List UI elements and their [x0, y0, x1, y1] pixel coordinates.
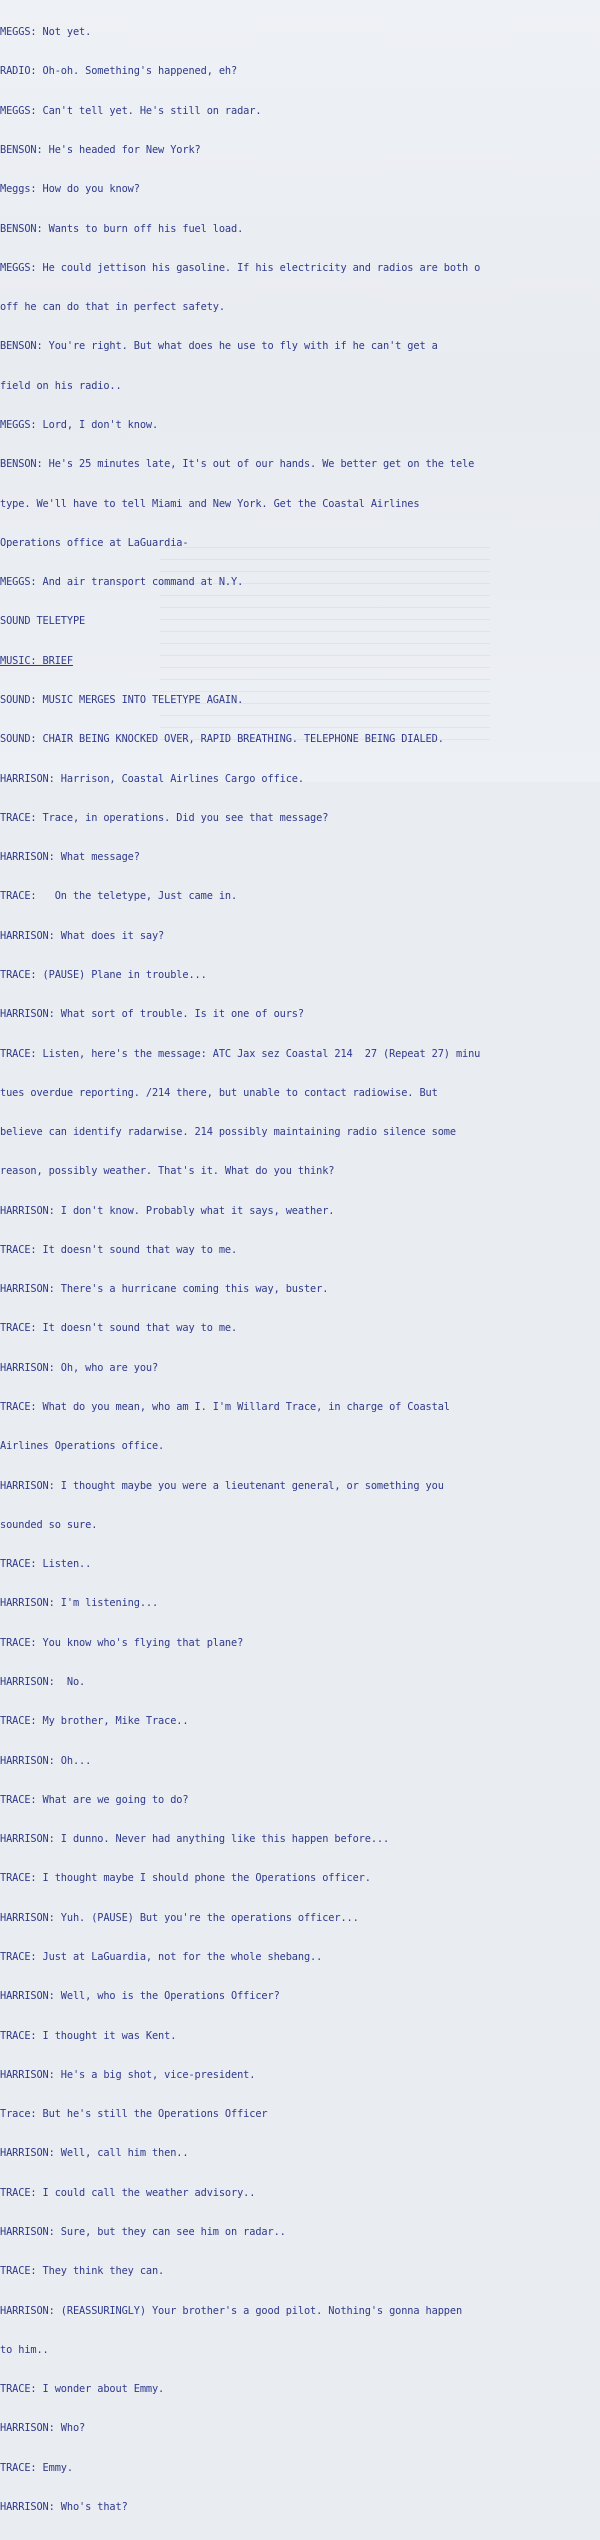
script-line: HARRISON: I dunno. Never had anything like this happen before... — [0, 1833, 390, 1846]
script-line: HARRISON: Sure, but they can see him on radar.. — [0, 2225, 286, 2238]
script-line: sounded so sure. — [0, 1518, 98, 1531]
script-line: TRACE: Emmy. — [0, 2461, 73, 2474]
script-line: TRACE: I could call the weather advisory.. — [0, 2186, 256, 2199]
script-line: Meggs: How do you know? — [0, 183, 140, 196]
script-line-music-cue: MUSIC: BRIEF — [0, 654, 73, 667]
script-line: MEGGS: Lord, I don't know. — [0, 419, 159, 431]
script-line: HARRISON: He's a big shot, vice-president. — [0, 2068, 256, 2081]
script-line: TRACE: Listen, here's the message: ATC Jax sez Coastal 214 27 (Repeat 27) minu — [0, 1047, 481, 1060]
script-line: SOUND: CHAIR BEING KNOCKED OVER, RAPID BREATHING. TELEPHONE BEING DIALED. — [0, 733, 444, 746]
script-line: off he can do that in perfect safety. — [0, 301, 225, 314]
script-line: tues overdue reporting. /214 there, but unable to contact radiowise. But — [0, 1086, 438, 1099]
script-line: HARRISON: Yuh. (PAUSE) But you're the operations officer... — [0, 1911, 359, 1924]
script-line: TRACE: Listen.. — [0, 1558, 92, 1571]
script-line: TRACE: My brother, Mike Trace.. — [0, 1715, 189, 1728]
script-line: field on his radio.. — [0, 379, 122, 392]
script-line: Airlines Operations office. — [0, 1440, 165, 1453]
script-line: TRACE: Just at LaGuardia, not for the whole shebang.. — [0, 1950, 323, 1963]
script-line: TRACE: Trace, in operations. Did you see that message? — [0, 811, 329, 824]
script-line: TRACE: I thought it was Kent. — [0, 2029, 177, 2042]
script-line: HARRISON: Well, who is the Operations Officer? — [0, 1990, 280, 2003]
script-line: TRACE: It doesn't sound that way to me. — [0, 1322, 238, 1335]
script-line: TRACE: I wonder about Emmy. — [0, 2383, 165, 2396]
script-line: to him.. — [0, 2343, 49, 2356]
script-line: believe can identify radarwise. 214 possibly maintaining radio silence some — [0, 1126, 456, 1139]
script-line: BENSON: Wants to burn off his fuel load. — [0, 222, 244, 235]
script-line: TRACE: It doesn't sound that way to me. — [0, 1243, 238, 1256]
script-line: SOUND TELETYPE — [0, 615, 86, 628]
script-line: SOUND: MUSIC MERGES INTO TELETYPE AGAIN. — [0, 693, 244, 706]
script-line: MEGGS: Can't tell yet. He's still on radar. — [0, 104, 262, 117]
script-line: TRACE: On the teletype, Just came in. — [0, 890, 238, 903]
script-line: MEGGS: He could jettison his gasoline. If his electricity and radios are both o — [0, 261, 481, 274]
script-line: TRACE: What are we going to do? — [0, 1793, 189, 1806]
script-line: BENSON: He's 25 minutes late, It's out of our hands. We better get on the tele — [0, 458, 475, 471]
script-line: HARRISON: Well, call him then.. — [0, 2147, 189, 2160]
script-line: HARRISON: Who? — [0, 2422, 86, 2435]
script-line: HARRISON: I'm listening... — [0, 1597, 159, 1610]
script-line: BENSON: He's headed for New York? — [0, 144, 201, 157]
script-line: RADIO: Oh-oh. Something's happened, eh? — [0, 65, 238, 78]
script-line: MEGGS: And air transport command at N.Y. — [0, 576, 244, 589]
script-line: Operations office at LaGuardia- — [0, 536, 189, 549]
script-line: HARRISON: (REASSURINGLY) Your brother's a good pilot. Nothing's gonna happen — [0, 2304, 463, 2317]
script-line: TRACE: What do you mean, who am I. I'm Willard Trace, in charge of Coastal — [0, 1401, 450, 1414]
script-line: Trace: But he's still the Operations Officer — [0, 2108, 268, 2121]
script-line: TRACE: You know who's flying that plane? — [0, 1636, 244, 1649]
script-line: type. We'll have to tell Miami and New York. Get the Coastal Airlines — [0, 497, 420, 510]
script-line: HARRISON: Oh, who are you? — [0, 1361, 159, 1374]
script-line: HARRISON: What does it say? — [0, 929, 165, 942]
script-line: HARRISON: Harrison, Coastal Airlines Cargo office. — [0, 772, 304, 785]
script-line: HARRISON: Oh... — [0, 1754, 92, 1767]
script-line: TRACE: I thought maybe I should phone the Operations officer. — [0, 1872, 371, 1885]
script-line: HARRISON: Who's that? — [0, 2500, 128, 2513]
script-line: MEGGS: Not yet. — [0, 26, 92, 39]
script-line: HARRISON: No. — [0, 1676, 86, 1688]
script-line: reason, possibly weather. That's it. What do you think? — [0, 1165, 335, 1178]
script-line: HARRISON: I don't know. Probably what it says, weather. — [0, 1204, 335, 1217]
script-line: HARRISON: I thought maybe you were a lieutenant general, or something you — [0, 1479, 444, 1492]
script-line: HARRISON: There's a hurricane coming this way, buster. — [0, 1283, 329, 1296]
script-line: TRACE: (PAUSE) Plane in trouble... — [0, 968, 207, 981]
script-line: TRACE: They think they can. — [0, 2265, 165, 2278]
script-line: BENSON: You're right. But what does he use to fly with if he can't get a — [0, 340, 438, 353]
script-line: HARRISON: What message? — [0, 851, 140, 864]
script-line: HARRISON: What sort of trouble. Is it one of ours? — [0, 1008, 304, 1021]
